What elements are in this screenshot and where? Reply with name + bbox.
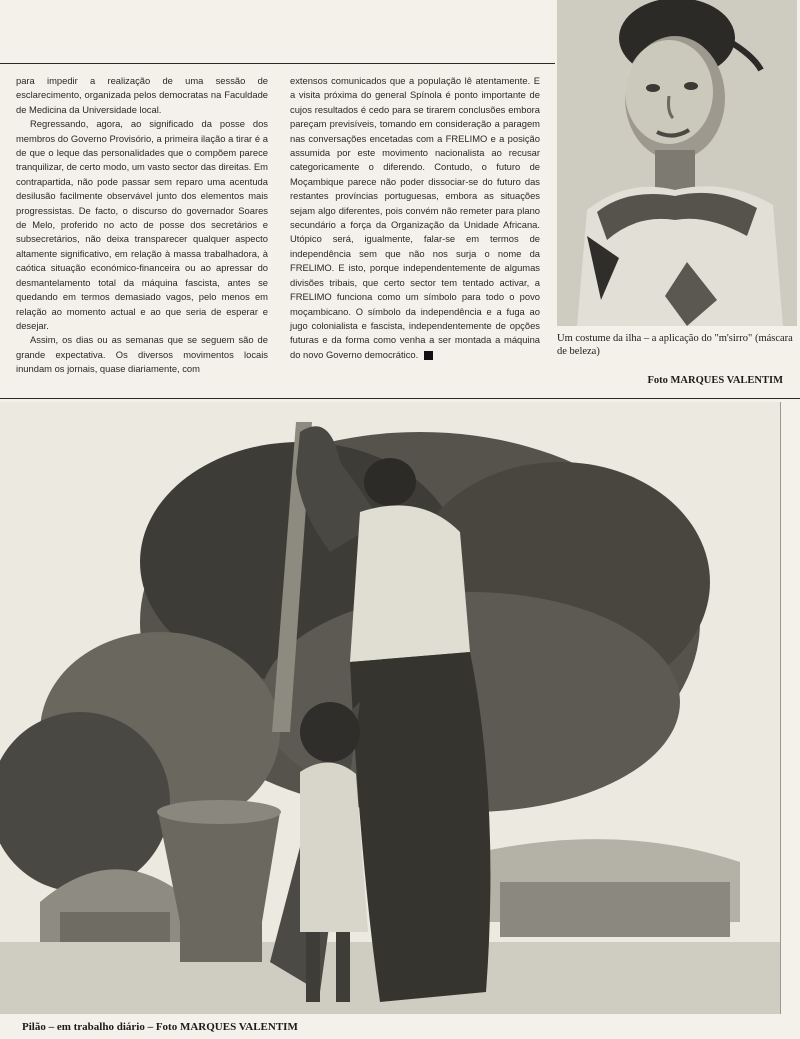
end-of-article-mark [424,351,433,360]
left-paragraph-1: para impedir a realização de uma sessão de esclarecimento, organizada pelos democratas na Faculdade de Medicina da Universidade local. [16,75,268,115]
left-paragraph-3: Assim, os dias ou as semanas que se seguem são de grande expectativa. Os diversos movimentos locais inundam os jornais, quase diariamente, com [16,334,268,375]
portrait-caption: Um costume da ilha – a aplicação do "m'sirro" (máscara de beleza) [557,333,793,357]
pestle-photo [0,402,781,1014]
portrait-photo [557,0,797,326]
pestle-photo-art [0,402,780,1014]
article-right-column [290,74,540,362]
portrait-photo-art [557,0,797,326]
right-paragraph-text: extensos comunicados que a população lê atentamente. E a visita próxima do general Spínola é ponto importante de cujos resultados é cedo para se tirarem conclusões embora pareçam previsíveis, tomando em consideração a paragem nas conversações encetadas com a FRELIMO e a posição assumida por este movimento nacionalista ao recusar categoricamente o diferendo. Contudo, o futuro de Moçambique parece não poder dissociar-se do futuro das restantes províncias portuguesas, embora as situações sejam algo diferentes, pois convém não remeter para plano secundário a força da Organização da Unidade Africana. Utópico será, igualmente, falar-se em termos de independência sem que não nos surja o nome da FRELIMO. E isto, porque independentemente de algumas divisões tribais, que certo sector tem tentado activar, a FRELIMO funciona como um símbolo para todo o povo moçambicano. O símbolo da independência e a fuga ao jugo colonialista e fascista, independentemente de opções futuras e da forma como venha a ser montada a máquina do novo Governo democrático. [290,75,540,360]
pestle-caption: Pilão – em trabalho diário – Foto MARQUES VALENTIM [22,1021,298,1033]
section-rule [0,398,800,399]
left-paragraph-2: Regressando, agora, ao significado da posse dos membros do Governo Provisório, a primeira ilação a tirar é a de que o leque das personalidades que o compõem parece tranquilizar, de certo modo, um vasto sector das direitas. Em contrapartida, não pode passar sem reparo uma acentuda desilusão facilmente observável junto dos elementos mais progressistas. De facto, o discurso do governador Soares de Melo, proferido no acto de posse dos secretários e subsecretários, não deixa transparecer qualquer aspecto altamente significativo, em relação à massa trabalhadora, à caótica situação económico-financeira ou ao apressar do desmantelamento total da máquina fascista, antes se quedando em termos demasiado vagos, pelo menos em relação ao momento actual e ao que seria de esperar e desejar. [16,118,268,331]
portrait-credit: Foto MARQUES VALENTIM [647,375,783,386]
right-paragraph-1 [290,74,540,362]
article-left-column [16,74,268,377]
top-column-rule [0,63,555,64]
